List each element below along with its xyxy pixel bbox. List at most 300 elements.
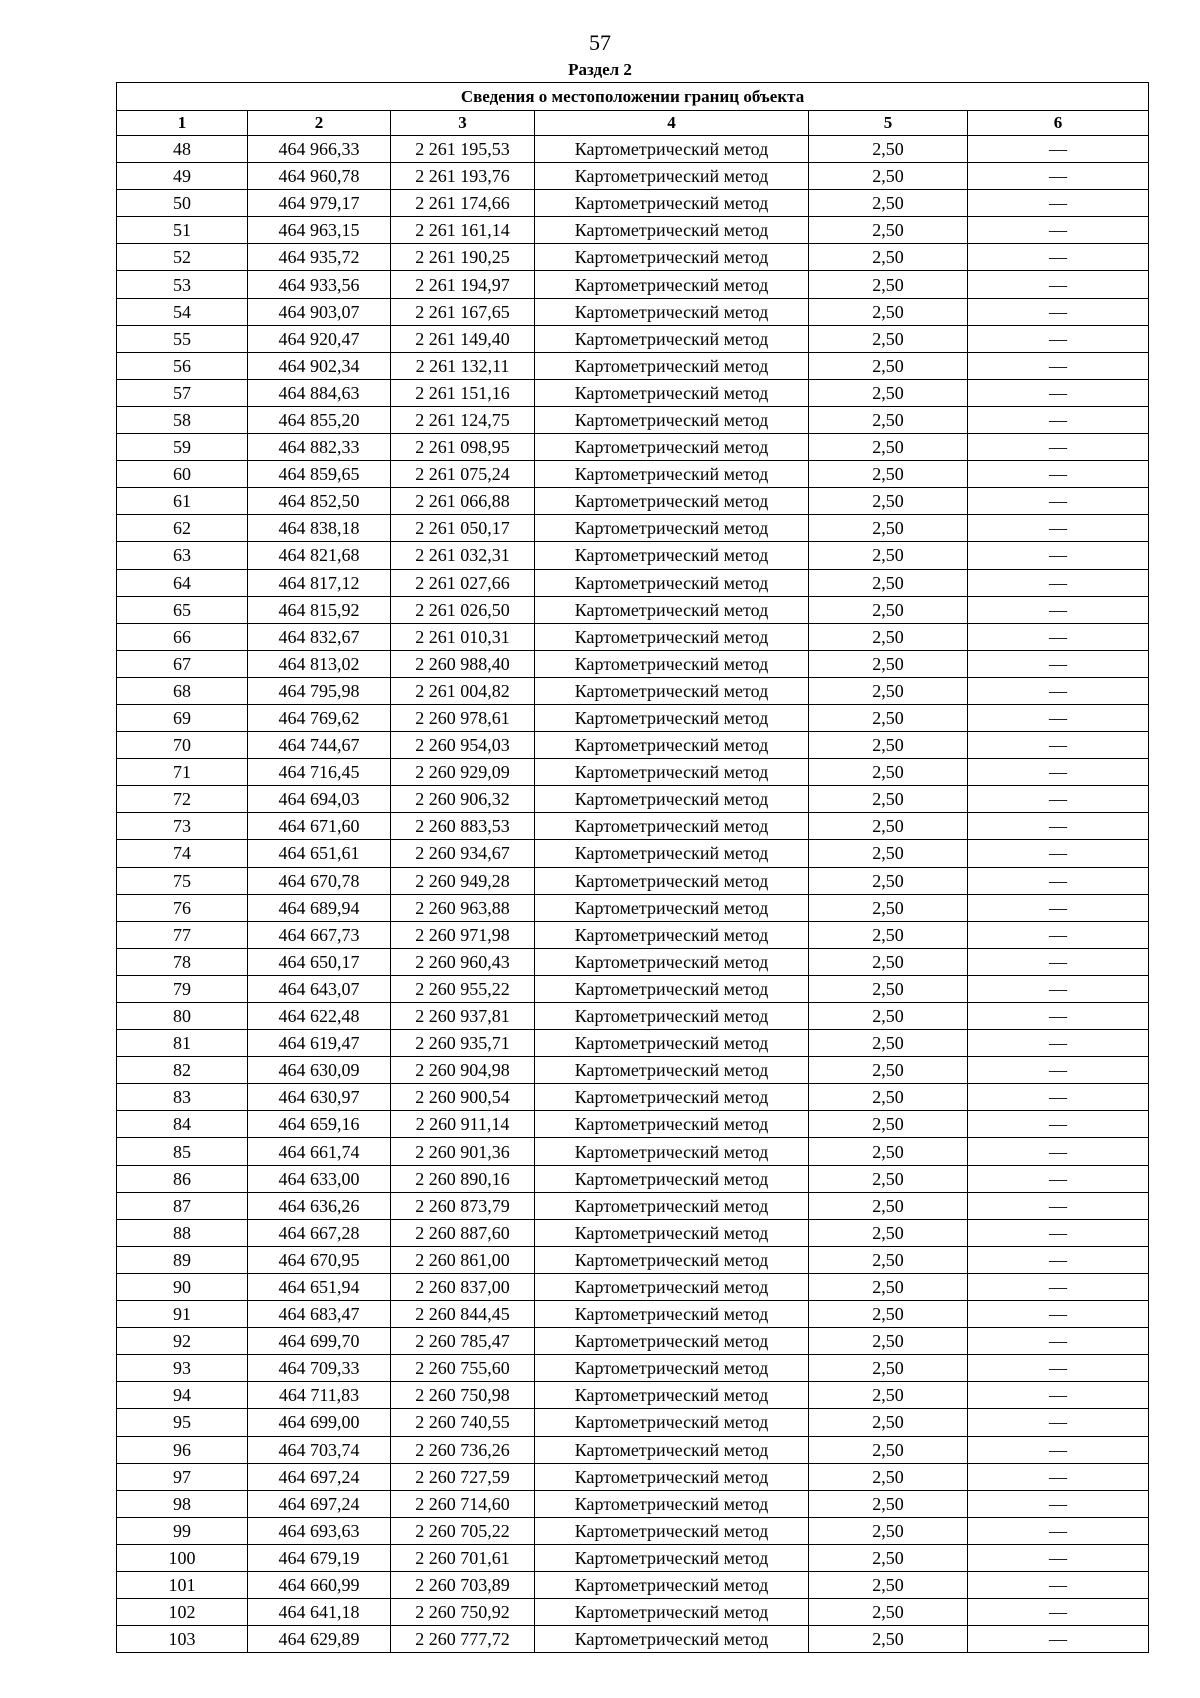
cell-point-number: 61 — [117, 488, 248, 515]
cell-coordinate-x: 464 821,68 — [248, 542, 391, 569]
cell-coordinate-x: 464 884,63 — [248, 379, 391, 406]
cell-description: — — [968, 1165, 1149, 1192]
cell-point-number: 58 — [117, 406, 248, 433]
cell-method: Картометрический метод — [535, 325, 809, 352]
cell-method: Картометрический метод — [535, 1003, 809, 1030]
cell-point-number: 76 — [117, 894, 248, 921]
table-caption: Сведения о местоположении границ объекта — [117, 83, 1149, 111]
cell-accuracy: 2,50 — [809, 379, 968, 406]
cell-method: Картометрический метод — [535, 379, 809, 406]
table-row — [117, 461, 1149, 488]
cell-coordinate-y: 2 260 837,00 — [391, 1273, 535, 1300]
cell-description: — — [968, 1246, 1149, 1273]
cell-accuracy: 2,50 — [809, 650, 968, 677]
table-body — [117, 136, 1149, 1653]
table-caption-row — [117, 83, 1149, 111]
cell-description: — — [968, 244, 1149, 271]
cell-method: Картометрический метод — [535, 813, 809, 840]
table-row — [117, 1003, 1149, 1030]
cell-point-number: 102 — [117, 1599, 248, 1626]
cell-coordinate-x: 464 716,45 — [248, 759, 391, 786]
column-number-2: 2 — [248, 111, 391, 136]
cell-coordinate-y: 2 260 906,32 — [391, 786, 535, 813]
cell-coordinate-y: 2 260 727,59 — [391, 1463, 535, 1490]
cell-method: Картометрический метод — [535, 1436, 809, 1463]
cell-coordinate-x: 464 629,89 — [248, 1626, 391, 1653]
cell-coordinate-y: 2 260 901,36 — [391, 1138, 535, 1165]
cell-description: — — [968, 975, 1149, 1002]
cell-method: Картометрический метод — [535, 948, 809, 975]
cell-coordinate-y: 2 260 883,53 — [391, 813, 535, 840]
cell-coordinate-y: 2 261 151,16 — [391, 379, 535, 406]
cell-description: — — [968, 434, 1149, 461]
cell-description: — — [968, 1599, 1149, 1626]
cell-method: Картометрический метод — [535, 596, 809, 623]
cell-point-number: 56 — [117, 352, 248, 379]
cell-accuracy: 2,50 — [809, 1003, 968, 1030]
table-row — [117, 434, 1149, 461]
column-number-3: 3 — [391, 111, 535, 136]
cell-method: Картометрический метод — [535, 1192, 809, 1219]
cell-description: — — [968, 163, 1149, 190]
cell-accuracy: 2,50 — [809, 1192, 968, 1219]
cell-coordinate-y: 2 260 971,98 — [391, 921, 535, 948]
cell-coordinate-y: 2 260 954,03 — [391, 732, 535, 759]
column-number-1: 1 — [117, 111, 248, 136]
table-row — [117, 1057, 1149, 1084]
cell-coordinate-x: 464 935,72 — [248, 244, 391, 271]
cell-description: — — [968, 813, 1149, 840]
cell-accuracy: 2,50 — [809, 542, 968, 569]
table-row — [117, 190, 1149, 217]
page-number: 57 — [589, 30, 611, 55]
table-row — [117, 1165, 1149, 1192]
cell-accuracy: 2,50 — [809, 1355, 968, 1382]
cell-coordinate-x: 464 979,17 — [248, 190, 391, 217]
table-row — [117, 1517, 1149, 1544]
cell-description: — — [968, 1436, 1149, 1463]
cell-coordinate-x: 464 683,47 — [248, 1301, 391, 1328]
cell-coordinate-y: 2 260 929,09 — [391, 759, 535, 786]
coordinates-table — [116, 82, 1149, 1653]
cell-accuracy: 2,50 — [809, 271, 968, 298]
cell-accuracy: 2,50 — [809, 1084, 968, 1111]
table-row — [117, 542, 1149, 569]
cell-point-number: 71 — [117, 759, 248, 786]
cell-accuracy: 2,50 — [809, 1030, 968, 1057]
cell-method: Картометрический метод — [535, 1273, 809, 1300]
cell-accuracy: 2,50 — [809, 1463, 968, 1490]
cell-accuracy: 2,50 — [809, 298, 968, 325]
cell-description: — — [968, 136, 1149, 163]
section-title: Раздел 2 — [568, 60, 632, 79]
cell-coordinate-y: 2 260 703,89 — [391, 1571, 535, 1598]
cell-point-number: 64 — [117, 569, 248, 596]
cell-description: — — [968, 1355, 1149, 1382]
cell-accuracy: 2,50 — [809, 325, 968, 352]
table-row — [117, 488, 1149, 515]
cell-method: Картометрический метод — [535, 623, 809, 650]
cell-coordinate-x: 464 661,74 — [248, 1138, 391, 1165]
cell-accuracy: 2,50 — [809, 217, 968, 244]
cell-coordinate-x: 464 902,34 — [248, 352, 391, 379]
cell-method: Картометрический метод — [535, 488, 809, 515]
cell-coordinate-y: 2 260 937,81 — [391, 1003, 535, 1030]
cell-method: Картометрический метод — [535, 1490, 809, 1517]
cell-coordinate-x: 464 859,65 — [248, 461, 391, 488]
cell-accuracy: 2,50 — [809, 1517, 968, 1544]
cell-coordinate-x: 464 689,94 — [248, 894, 391, 921]
cell-accuracy: 2,50 — [809, 1273, 968, 1300]
cell-coordinate-x: 464 630,09 — [248, 1057, 391, 1084]
cell-accuracy: 2,50 — [809, 1328, 968, 1355]
cell-coordinate-y: 2 260 934,67 — [391, 840, 535, 867]
cell-method: Картометрический метод — [535, 190, 809, 217]
cell-point-number: 81 — [117, 1030, 248, 1057]
cell-description: — — [968, 379, 1149, 406]
table-row — [117, 1490, 1149, 1517]
cell-accuracy: 2,50 — [809, 190, 968, 217]
cell-description: — — [968, 1626, 1149, 1653]
table-row — [117, 759, 1149, 786]
cell-coordinate-y: 2 260 755,60 — [391, 1355, 535, 1382]
table-row — [117, 732, 1149, 759]
cell-method: Картометрический метод — [535, 867, 809, 894]
cell-coordinate-y: 2 261 195,53 — [391, 136, 535, 163]
table-row — [117, 244, 1149, 271]
cell-accuracy: 2,50 — [809, 1111, 968, 1138]
cell-coordinate-y: 2 260 890,16 — [391, 1165, 535, 1192]
cell-point-number: 70 — [117, 732, 248, 759]
cell-description: — — [968, 1111, 1149, 1138]
table-row — [117, 1273, 1149, 1300]
cell-coordinate-x: 464 679,19 — [248, 1544, 391, 1571]
cell-accuracy: 2,50 — [809, 1382, 968, 1409]
table-row — [117, 136, 1149, 163]
cell-point-number: 103 — [117, 1626, 248, 1653]
cell-method: Картометрический метод — [535, 894, 809, 921]
cell-point-number: 75 — [117, 867, 248, 894]
cell-coordinate-y: 2 261 026,50 — [391, 596, 535, 623]
cell-coordinate-y: 2 261 098,95 — [391, 434, 535, 461]
cell-coordinate-y: 2 260 978,61 — [391, 704, 535, 731]
cell-point-number: 100 — [117, 1544, 248, 1571]
cell-coordinate-y: 2 261 032,31 — [391, 542, 535, 569]
table-row — [117, 1192, 1149, 1219]
cell-description: — — [968, 1571, 1149, 1598]
cell-method: Картометрический метод — [535, 136, 809, 163]
cell-accuracy: 2,50 — [809, 488, 968, 515]
cell-point-number: 97 — [117, 1463, 248, 1490]
cell-description: — — [968, 596, 1149, 623]
cell-coordinate-x: 464 813,02 — [248, 650, 391, 677]
table-row — [117, 1626, 1149, 1653]
table-row — [117, 813, 1149, 840]
table-row — [117, 1084, 1149, 1111]
cell-description: — — [968, 1219, 1149, 1246]
cell-point-number: 57 — [117, 379, 248, 406]
cell-coordinate-x: 464 670,78 — [248, 867, 391, 894]
cell-point-number: 73 — [117, 813, 248, 840]
cell-accuracy: 2,50 — [809, 434, 968, 461]
cell-point-number: 87 — [117, 1192, 248, 1219]
cell-accuracy: 2,50 — [809, 921, 968, 948]
cell-method: Картометрический метод — [535, 1382, 809, 1409]
cell-description: — — [968, 190, 1149, 217]
cell-point-number: 65 — [117, 596, 248, 623]
cell-point-number: 80 — [117, 1003, 248, 1030]
cell-description: — — [968, 542, 1149, 569]
cell-coordinate-x: 464 660,99 — [248, 1571, 391, 1598]
table-row — [117, 650, 1149, 677]
cell-coordinate-y: 2 260 844,45 — [391, 1301, 535, 1328]
cell-description: — — [968, 1138, 1149, 1165]
cell-coordinate-y: 2 261 075,24 — [391, 461, 535, 488]
cell-coordinate-x: 464 699,00 — [248, 1409, 391, 1436]
cell-coordinate-y: 2 260 963,88 — [391, 894, 535, 921]
column-number-5: 5 — [809, 111, 968, 136]
column-number-4: 4 — [535, 111, 809, 136]
cell-description: — — [968, 894, 1149, 921]
cell-description: — — [968, 1490, 1149, 1517]
cell-description: — — [968, 325, 1149, 352]
table-row — [117, 298, 1149, 325]
cell-coordinate-x: 464 650,17 — [248, 948, 391, 975]
cell-coordinate-x: 464 671,60 — [248, 813, 391, 840]
cell-description: — — [968, 488, 1149, 515]
cell-accuracy: 2,50 — [809, 1599, 968, 1626]
cell-method: Картометрический метод — [535, 840, 809, 867]
cell-accuracy: 2,50 — [809, 759, 968, 786]
cell-method: Картометрический метод — [535, 1246, 809, 1273]
cell-point-number: 60 — [117, 461, 248, 488]
table-row — [117, 786, 1149, 813]
table-row — [117, 1463, 1149, 1490]
cell-point-number: 72 — [117, 786, 248, 813]
cell-description: — — [968, 461, 1149, 488]
column-number-6: 6 — [968, 111, 1149, 136]
cell-coordinate-y: 2 261 004,82 — [391, 677, 535, 704]
cell-method: Картометрический метод — [535, 406, 809, 433]
cell-point-number: 89 — [117, 1246, 248, 1273]
cell-description: — — [968, 1003, 1149, 1030]
table-row — [117, 1409, 1149, 1436]
cell-coordinate-y: 2 260 988,40 — [391, 650, 535, 677]
cell-description: — — [968, 732, 1149, 759]
cell-accuracy: 2,50 — [809, 1057, 968, 1084]
cell-point-number: 50 — [117, 190, 248, 217]
cell-point-number: 93 — [117, 1355, 248, 1382]
cell-point-number: 68 — [117, 677, 248, 704]
cell-coordinate-y: 2 260 705,22 — [391, 1517, 535, 1544]
cell-coordinate-x: 464 709,33 — [248, 1355, 391, 1382]
cell-accuracy: 2,50 — [809, 786, 968, 813]
table-row — [117, 948, 1149, 975]
cell-point-number: 95 — [117, 1409, 248, 1436]
cell-coordinate-x: 464 633,00 — [248, 1165, 391, 1192]
cell-method: Картометрический метод — [535, 1409, 809, 1436]
cell-accuracy: 2,50 — [809, 163, 968, 190]
cell-accuracy: 2,50 — [809, 840, 968, 867]
cell-coordinate-x: 464 882,33 — [248, 434, 391, 461]
cell-coordinate-y: 2 260 750,92 — [391, 1599, 535, 1626]
cell-method: Картометрический метод — [535, 975, 809, 1002]
cell-coordinate-y: 2 260 861,00 — [391, 1246, 535, 1273]
cell-description: — — [968, 1030, 1149, 1057]
table-row — [117, 515, 1149, 542]
cell-accuracy: 2,50 — [809, 1301, 968, 1328]
cell-coordinate-x: 464 744,67 — [248, 732, 391, 759]
cell-accuracy: 2,50 — [809, 732, 968, 759]
table-row — [117, 406, 1149, 433]
column-numbers-row — [117, 111, 1149, 136]
cell-coordinate-x: 464 630,97 — [248, 1084, 391, 1111]
cell-description: — — [968, 650, 1149, 677]
table-row — [117, 352, 1149, 379]
cell-description: — — [968, 921, 1149, 948]
cell-accuracy: 2,50 — [809, 136, 968, 163]
table-row — [117, 1599, 1149, 1626]
cell-description: — — [968, 271, 1149, 298]
cell-coordinate-y: 2 261 027,66 — [391, 569, 535, 596]
cell-coordinate-y: 2 261 124,75 — [391, 406, 535, 433]
cell-point-number: 49 — [117, 163, 248, 190]
cell-accuracy: 2,50 — [809, 596, 968, 623]
cell-point-number: 94 — [117, 1382, 248, 1409]
cell-accuracy: 2,50 — [809, 1544, 968, 1571]
cell-point-number: 86 — [117, 1165, 248, 1192]
table-row — [117, 1544, 1149, 1571]
cell-description: — — [968, 623, 1149, 650]
cell-coordinate-x: 464 963,15 — [248, 217, 391, 244]
cell-accuracy: 2,50 — [809, 1626, 968, 1653]
cell-coordinate-x: 464 670,95 — [248, 1246, 391, 1273]
cell-accuracy: 2,50 — [809, 1490, 968, 1517]
cell-coordinate-y: 2 260 900,54 — [391, 1084, 535, 1111]
cell-point-number: 59 — [117, 434, 248, 461]
cell-method: Картометрический метод — [535, 1517, 809, 1544]
cell-coordinate-x: 464 855,20 — [248, 406, 391, 433]
cell-point-number: 92 — [117, 1328, 248, 1355]
table-row — [117, 1328, 1149, 1355]
cell-coordinate-y: 2 260 935,71 — [391, 1030, 535, 1057]
cell-coordinate-x: 464 903,07 — [248, 298, 391, 325]
table-row — [117, 379, 1149, 406]
cell-accuracy: 2,50 — [809, 948, 968, 975]
cell-coordinate-y: 2 260 740,55 — [391, 1409, 535, 1436]
cell-point-number: 98 — [117, 1490, 248, 1517]
cell-description: — — [968, 786, 1149, 813]
cell-description: — — [968, 1084, 1149, 1111]
cell-description: — — [968, 217, 1149, 244]
cell-point-number: 54 — [117, 298, 248, 325]
cell-method: Картометрический метод — [535, 163, 809, 190]
cell-method: Картометрический метод — [535, 1301, 809, 1328]
cell-description: — — [968, 867, 1149, 894]
cell-description: — — [968, 759, 1149, 786]
cell-coordinate-x: 464 643,07 — [248, 975, 391, 1002]
cell-method: Картометрический метод — [535, 677, 809, 704]
cell-description: — — [968, 1463, 1149, 1490]
cell-method: Картометрический метод — [535, 1571, 809, 1598]
table-row — [117, 1301, 1149, 1328]
cell-description: — — [968, 1328, 1149, 1355]
cell-coordinate-y: 2 261 190,25 — [391, 244, 535, 271]
cell-description: — — [968, 948, 1149, 975]
cell-coordinate-x: 464 694,03 — [248, 786, 391, 813]
table-row — [117, 867, 1149, 894]
cell-accuracy: 2,50 — [809, 244, 968, 271]
table-row — [117, 1436, 1149, 1463]
cell-description: — — [968, 1057, 1149, 1084]
cell-coordinate-y: 2 260 887,60 — [391, 1219, 535, 1246]
cell-coordinate-y: 2 261 132,11 — [391, 352, 535, 379]
table-row — [117, 1246, 1149, 1273]
table-row — [117, 677, 1149, 704]
cell-point-number: 90 — [117, 1273, 248, 1300]
table-row — [117, 1571, 1149, 1598]
cell-method: Картометрический метод — [535, 217, 809, 244]
cell-point-number: 77 — [117, 921, 248, 948]
table-row — [117, 1355, 1149, 1382]
cell-point-number: 91 — [117, 1301, 248, 1328]
cell-accuracy: 2,50 — [809, 461, 968, 488]
cell-coordinate-y: 2 261 149,40 — [391, 325, 535, 352]
cell-point-number: 99 — [117, 1517, 248, 1544]
cell-method: Картометрический метод — [535, 244, 809, 271]
cell-coordinate-y: 2 261 066,88 — [391, 488, 535, 515]
cell-method: Картометрический метод — [535, 434, 809, 461]
table-row — [117, 1219, 1149, 1246]
cell-point-number: 101 — [117, 1571, 248, 1598]
cell-point-number: 96 — [117, 1436, 248, 1463]
cell-point-number: 53 — [117, 271, 248, 298]
cell-coordinate-x: 464 817,12 — [248, 569, 391, 596]
cell-description: — — [968, 515, 1149, 542]
cell-accuracy: 2,50 — [809, 975, 968, 1002]
cell-description: — — [968, 352, 1149, 379]
cell-method: Картометрический метод — [535, 271, 809, 298]
cell-accuracy: 2,50 — [809, 677, 968, 704]
cell-point-number: 79 — [117, 975, 248, 1002]
cell-description: — — [968, 1517, 1149, 1544]
cell-point-number: 63 — [117, 542, 248, 569]
cell-point-number: 51 — [117, 217, 248, 244]
table-row — [117, 596, 1149, 623]
cell-point-number: 69 — [117, 704, 248, 731]
cell-method: Картометрический метод — [535, 732, 809, 759]
cell-coordinate-y: 2 260 714,60 — [391, 1490, 535, 1517]
cell-coordinate-x: 464 933,56 — [248, 271, 391, 298]
cell-coordinate-y: 2 261 050,17 — [391, 515, 535, 542]
cell-accuracy: 2,50 — [809, 515, 968, 542]
cell-coordinate-x: 464 636,26 — [248, 1192, 391, 1219]
cell-accuracy: 2,50 — [809, 1571, 968, 1598]
cell-point-number: 84 — [117, 1111, 248, 1138]
cell-coordinate-y: 2 261 174,66 — [391, 190, 535, 217]
cell-description: — — [968, 704, 1149, 731]
cell-coordinate-x: 464 659,16 — [248, 1111, 391, 1138]
cell-coordinate-x: 464 703,74 — [248, 1436, 391, 1463]
table-row — [117, 163, 1149, 190]
cell-coordinate-y: 2 261 161,14 — [391, 217, 535, 244]
table-row — [117, 1138, 1149, 1165]
cell-coordinate-y: 2 260 960,43 — [391, 948, 535, 975]
table-row — [117, 271, 1149, 298]
cell-method: Картометрический метод — [535, 542, 809, 569]
cell-method: Картометрический метод — [535, 1599, 809, 1626]
cell-coordinate-x: 464 795,98 — [248, 677, 391, 704]
